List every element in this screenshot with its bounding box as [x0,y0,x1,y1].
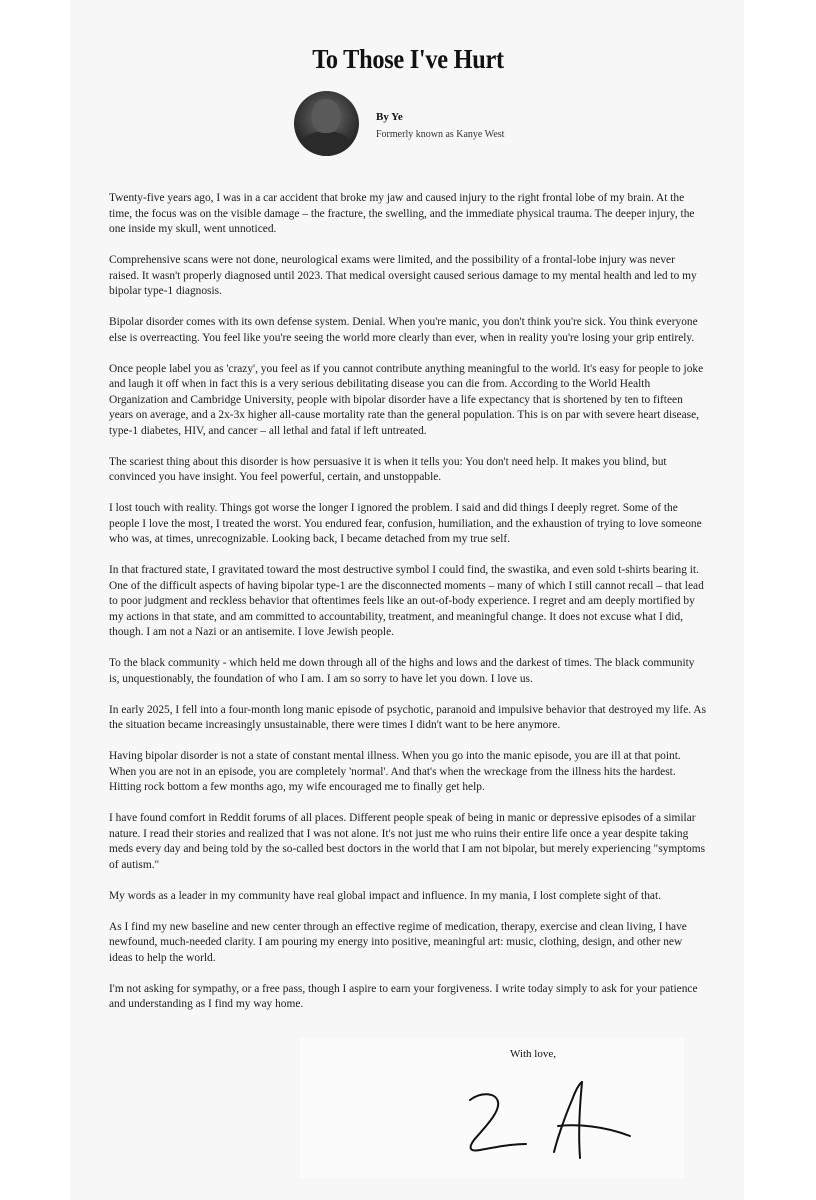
author-subtitle: Formerly known as Kanye West [376,129,505,140]
paragraph: As I find my new baseline and new center through an effective regime of medication, therapy, exercise and clean living, I have newfound, much-needed clarity. I am pouring my energy into positive, meaningful art: music, clothing, design, and other new ideas to help the world. [109,920,687,964]
paragraph: Once people label you as 'crazy', you feel as if you cannot contribute anything meaningful to the world. It's easy for people to joke and laugh it off when in fact this is a very serious debilitating disease you can die from. According to the World Health Organization and Cambridge University, people with bipolar disorder have a life expectancy that is shortened by ten to fifteen years on average, and a 2x-3x higher all-cause mortality rate than the general population. This is on par with severe heart disease, type-1 diabetes, HIV, and cancer – all lethal and fatal if left untreated. [109,362,704,437]
paragraph: Twenty-five years ago, I was in a car accident that broke my jaw and caused injury to the right frontal lobe of my brain. At the time, the focus was on the visible damage – the fracture, the swelling, and the immediate physical trauma. The deeper injury, the one inside my skull, went unnoticed. [109,192,695,235]
letter-body [109,191,707,1028]
handwritten-signature [462,1078,634,1164]
paragraph: I lost touch with reality. Things got worse the longer I ignored the problem. I said and did things I deeply regret. Some of the people I love the most, I treated the worst. You endured fear, confusion, humiliation, and the exhaustion of trying to love someone who was, at times, unrecognizable. Looking back, I became detached from my true self. [109,502,702,545]
paragraph: Having bipolar disorder is not a state of constant mental illness. When you go into the manic episode, you are ill at that point. When you are not in an episode, you are completely 'normal'. And that's when the wreckage from the illness hits the hardest. Hitting rock bottom a few months ago, my wife encouraged me to finally get help. [109,750,681,793]
sign-off: With love, [510,1048,556,1060]
paragraph: My words as a leader in my community have real global impact and influence. In my mania, I lost complete sight of that. [109,889,661,902]
paragraph: To the black community - which held me down through all of the highs and lows and the darkest of times. The black community is, unquestionably, the foundation of who I am. I am so sorry to have let you down. I love us. [109,657,695,685]
avatar-shoulders [298,131,354,156]
paragraph: Comprehensive scans were not done, neurological exams were limited, and the possibility of a frontal-lobe injury was never raised. It wasn't properly diagnosed until 2023. That medical oversight caused serious damage to my mental health and led to my bipolar type-1 diagnosis. [109,254,697,297]
paragraph: I'm not asking for sympathy, or a free pass, though I aspire to earn your forgiveness. I write today simply to ask for your patience and understanding as I find my way home. [109,982,698,1010]
paragraph: The scariest thing about this disorder is how persuasive it is when it tells you: You don't need help. It makes you blind, but convinced you have insight. You feel powerful, certain, and unstoppable. [109,455,667,483]
paragraph: Bipolar disorder comes with its own defense system. Denial. When you're manic, you don't think you're sick. You think everyone else is overreacting. You feel like you're seeing the world more clearly than ever, when in reality you're losing your grip entirely. [109,316,698,344]
author-avatar [294,91,359,156]
paragraph: In that fractured state, I gravitated toward the most destructive symbol I could find, the swastika, and even sold t-shirts bearing it. One of the difficult aspects of having bipolar type-1 are the disconnected moments – many of which I still cannot recall – that lead to poor judgment and reckless behavior that oftentimes feels like an out-of-body experience. I regret and am deeply mortified by my actions in that state, and am committed to accountability, treatment, and meaningful change. It does not excuse what I did, though. I am not a Nazi or an antisemite. I love Jewish people. [109,564,704,638]
author-byline: By Ye [376,111,403,123]
paragraph: In early 2025, I fell into a four-month long manic episode of psychotic, paranoid and impulsive behavior that destroyed my life. As the situation became increasingly unsustainable, there were times I didn't want to be here anymore. [109,703,707,731]
paragraph: I have found comfort in Reddit forums of all places. Different people speak of being in manic or depressive episodes of a similar nature. I read their stories and realized that I was not alone. It's not just me who ruins their entire life once a year despite taking meds every day and being told by the so-called best doctors in the world that I am not bipolar, but merely experiencing "symptoms of autism." [109,812,706,871]
page-title: To Those I've Hurt [312,44,504,74]
avatar-head [312,99,340,133]
